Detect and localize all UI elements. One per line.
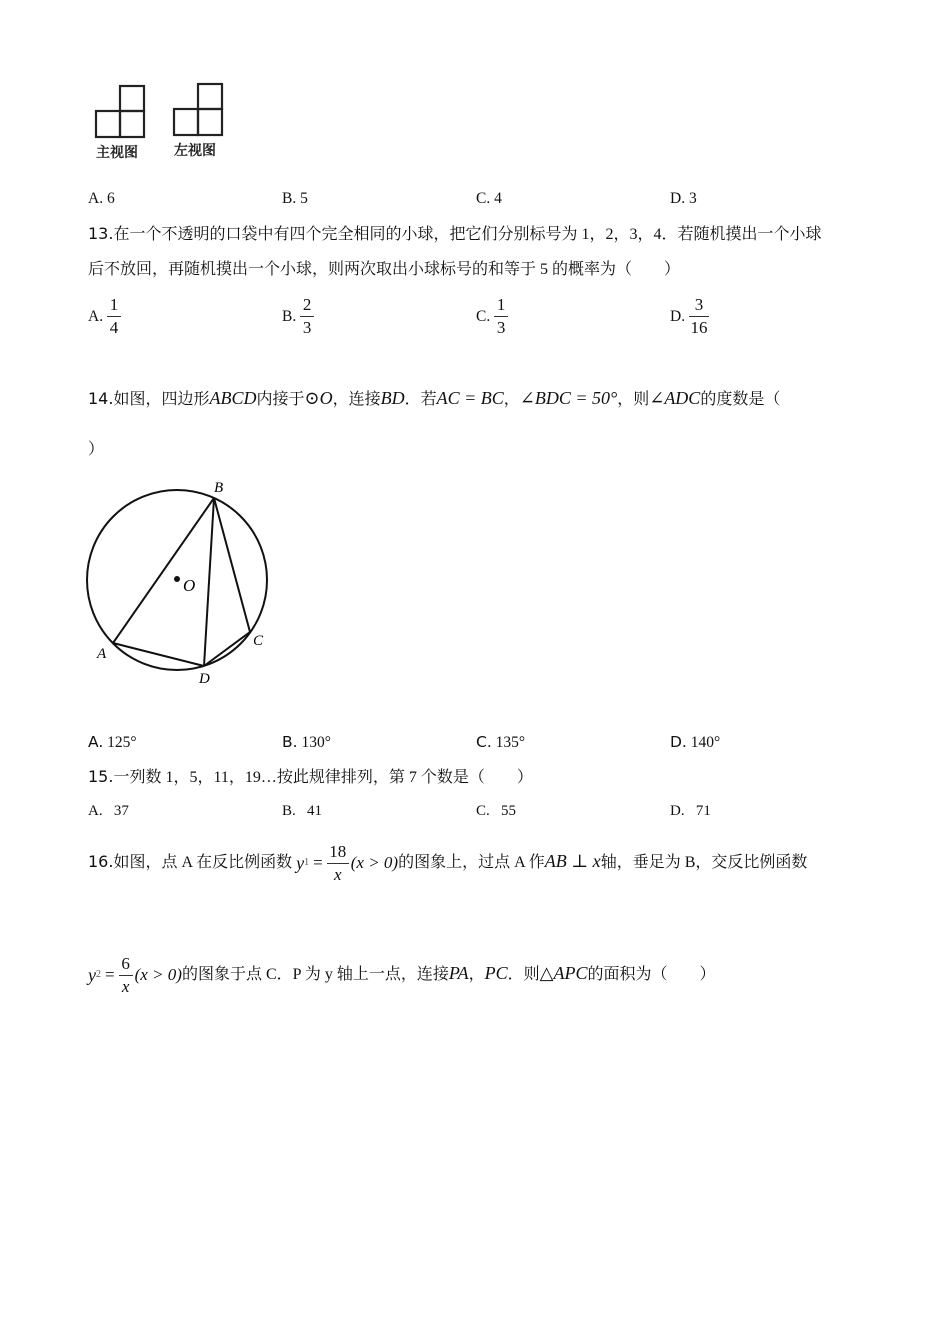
q15-text: 15.一列数 1，5，11，19…按此规律排列，第 7 个数是（ ） <box>88 767 533 786</box>
segment-dc <box>204 632 250 666</box>
q13-text-line2: 后不放回，再随机摸出一个小球，则两次取出小球标号的和等于 5 的概率为（ ） <box>88 261 681 278</box>
arc-equality: AC = BC <box>436 388 504 408</box>
left-view-label: 左视图 <box>174 144 216 159</box>
q13-option-b[interactable]: B. $\frac{2}{3}$ <box>282 296 314 337</box>
label-a: A <box>97 646 107 662</box>
label-d: D <box>199 671 210 687</box>
q14-option-b[interactable]: B. 130° <box>282 733 331 751</box>
label-b: B <box>214 480 224 496</box>
q13-number: 13. <box>88 224 114 243</box>
q13-option-a[interactable]: A. $\frac{1}{4}$ <box>88 296 121 337</box>
circle-quadrilateral-figure <box>80 475 280 690</box>
segment-bd <box>204 498 214 666</box>
q16-text-line1: 16.如图，点 A 在反比例函数 y 1 = $\frac{18}{x}$ (x > 0) 的图象上，过点 A 作AB ⊥ x轴，垂足为 B，交反比例函数 <box>88 838 807 886</box>
segment-bc <box>214 498 250 632</box>
q14-number: 14. <box>88 389 114 408</box>
q12-option-d[interactable]: D. 3 <box>670 190 697 207</box>
q12-option-a[interactable]: A. 6 <box>88 190 115 207</box>
fraction: $\frac{2}{3}$ <box>300 296 314 337</box>
q12-option-b[interactable]: B. 5 <box>282 190 308 207</box>
function-y2: y 2 = $\frac{6}{x}$ (x > 0) <box>88 953 182 996</box>
q15-option-c[interactable]: C. 55 <box>476 803 517 819</box>
label-o: O <box>183 576 196 595</box>
q15-option-b[interactable]: B. 41 <box>282 803 323 819</box>
q16-text-line2: y 2 = $\frac{6}{x}$ (x > 0) 的图象于点 C．P 为 y 轴上一点，连接PA，PC．则△APC的面积为（ ） <box>88 950 716 998</box>
q16-number: 16. <box>88 852 114 871</box>
q14-text-line2: ） <box>88 441 105 458</box>
label-c: C <box>253 633 264 649</box>
q12-option-c[interactable]: C. 4 <box>476 190 502 207</box>
q13-option-d[interactable]: D. $\frac{3}{16}$ <box>670 295 708 337</box>
front-view-shape <box>96 86 144 137</box>
segment-ba <box>113 498 214 643</box>
fraction: $\frac{3}{16}$ <box>690 295 708 337</box>
function-y1: y 1 = $\frac{18}{x}$ (x > 0) <box>296 841 399 884</box>
fraction: $\frac{1}{4}$ <box>107 296 121 337</box>
q14-option-d[interactable]: D. 140° <box>670 733 721 751</box>
q15-option-a[interactable]: A. 37 <box>88 803 129 819</box>
fraction: $\frac{1}{3}$ <box>494 296 508 337</box>
q14-option-c[interactable]: C. 135° <box>476 733 526 751</box>
left-view-shape <box>174 84 222 135</box>
center-point-o <box>174 576 180 582</box>
q15-number: 15. <box>88 767 114 786</box>
q15-option-d[interactable]: D. 71 <box>670 803 711 819</box>
q13-text-line1: 13.在一个不透明的口袋中有四个完全相同的小球，把它们分别标号为 1，2，3，4．若随机摸出一个小球 <box>88 224 822 243</box>
q13-option-c[interactable]: C. $\frac{1}{3}$ <box>476 296 508 337</box>
three-view-figure <box>90 80 240 165</box>
front-view-label: 主视图 <box>96 146 138 161</box>
q14-option-a[interactable]: A. 125° <box>88 733 137 751</box>
q14-text-line1: 14.如图，四边形ABCD内接于⊙O，连接BD．若AC = BC，∠BDC = 50°，则∠ADC的度数是（ <box>88 388 781 408</box>
